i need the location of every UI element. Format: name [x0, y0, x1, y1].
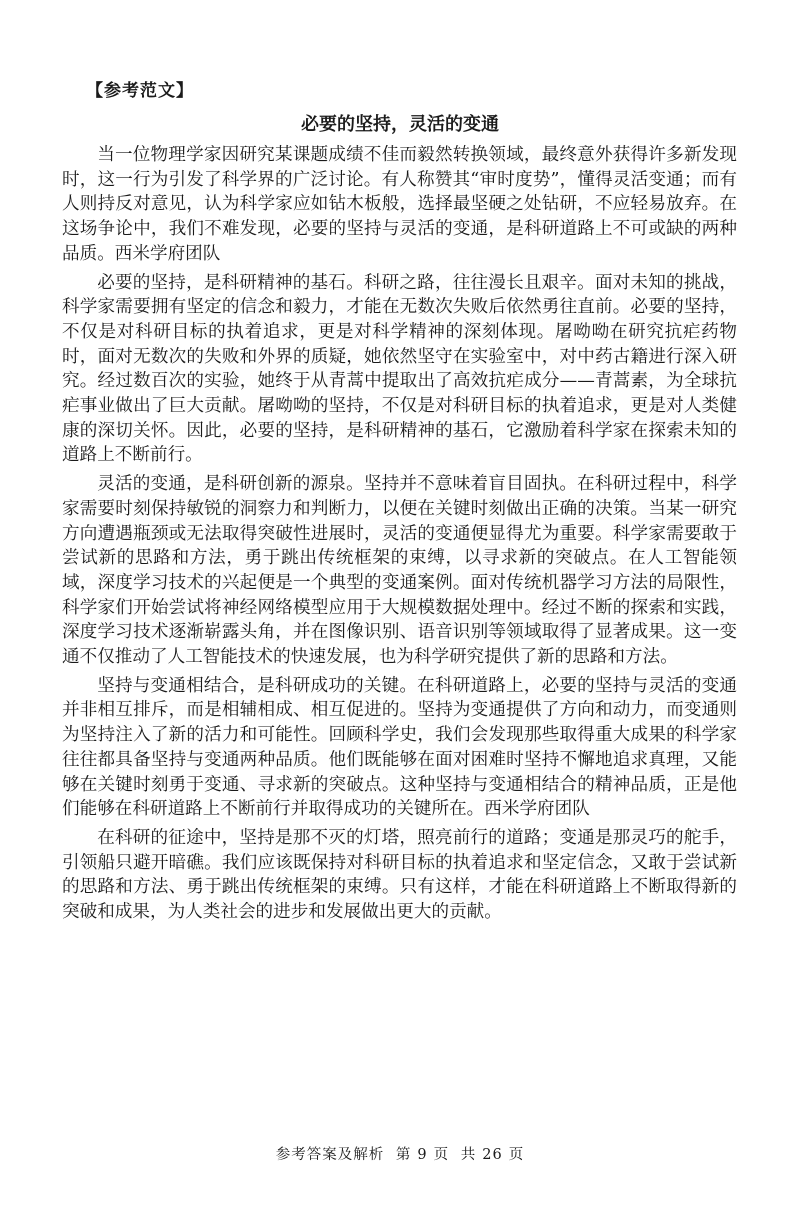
- footer-doc-name: 参考答案及解析: [275, 1147, 385, 1163]
- paragraph-persistence: 必要的坚持，是科研精神的基石。科研之路，往往漫长且艰辛。面对未知的挑战，科学家需要拥有坚定的信念和毅力，才能在无数次失败后依然勇往直前。必要的坚持，不仅是对科研目标的执着追求，更是对科学精神的深刻体现。屠呦呦在研究抗疟药物时，面对无数次的失败和外界的质疑，她依然坚守在实验室中，对中药古籍进行深入研究。经过数百次的实验，她终于从青蒿中提取出了高效抗疟成分——青蒿素，为全球抗疟事业做出了巨大贡献。屠呦呦的坚持，不仅是对科研目标的执着追求，更是对人类健康的深切关怀。因此，必要的坚持，是科研精神的基石，它激励着科学家在探索未知的道路上不断前行。: [62, 272, 737, 466]
- paragraph-intro: 当一位物理学家因研究某课题成绩不佳而毅然转换领域，最终意外获得许多新发现时，这一行为引发了科学界的广泛讨论。有人称赞其“审时度势”，懂得灵活变通；而有人则持反对意见，认为科学家应如钻木板般，选择最坚硬之处钻研，不应轻易放弃。在这场争论中，我们不难发现，必要的坚持与灵活的变通，是科研道路上不可或缺的两种品质。西米学府团队: [62, 145, 737, 264]
- footer-total-pages: 26: [482, 1147, 503, 1163]
- footer-page-number: 9: [417, 1147, 428, 1163]
- footer-page-suffix: 页: [433, 1147, 450, 1163]
- footer-total-suffix: 页: [508, 1147, 525, 1163]
- footer-page-prefix: 第: [395, 1147, 412, 1163]
- section-label: 【参考范文】: [86, 81, 194, 101]
- paragraph-combination: 坚持与变通相结合，是科研成功的关键。在科研道路上，必要的坚持与灵活的变通并非相互排斥，而是相辅相成、相互促进的。坚持为变通提供了方向和动力，而变通则为坚持注入了新的活力和可能性。回顾科学史，我们会发现那些取得重大成果的科学家往往都具备坚持与变通两种品质。他们既能够在面对困难时坚持不懈地追求真理，又能够在关键时刻勇于变通、寻求新的突破点。这种坚持与变通相结合的精神品质，正是他们能够在科研道路上不断前行并取得成功的关键所在。西米学府团队: [62, 675, 737, 820]
- page-footer: [0, 1143, 800, 1164]
- paragraph-conclusion: 在科研的征途中，坚持是那不灭的灯塔，照亮前行的道路；变通是那灵巧的舵手，引领船只避开暗礁。我们应该既保持对科研目标的执着追求和坚定信念，又敢于尝试新的思路和方法、勇于跳出传统框架的束缚。只有这样，才能在科研道路上不断取得新的突破和成果，为人类社会的进步和发展做出更大的贡献。: [62, 827, 737, 923]
- essay-title: 必要的坚持，灵活的变通: [301, 114, 499, 135]
- footer-total-prefix: 共: [460, 1147, 477, 1163]
- essay-body: [62, 143, 737, 929]
- paragraph-flexibility: 灵活的变通，是科研创新的源泉。坚持并不意味着盲目固执。在科研过程中，科学家需要时刻保持敏锐的洞察力和判断力，以便在关键时刻做出正确的决策。当某一研究方向遭遇瓶颈或无法取得突破性进展时，灵活的变通便显得尤为重要。科学家需要敢于尝试新的思路和方法，勇于跳出传统框架的束缚，以寻求新的突破点。在人工智能领域，深度学习技术的兴起便是一个典型的变通案例。面对传统机器学习方法的局限性，科学家们开始尝试将神经网络模型应用于大规模数据处理中。经过不断的探索和实践，深度学习技术逐渐崭露头角，并在图像识别、语音识别等领域取得了显著成果。这一变通不仅推动了人工智能技术的快速发展，也为科学研究提供了新的思路和方法。: [62, 474, 737, 668]
